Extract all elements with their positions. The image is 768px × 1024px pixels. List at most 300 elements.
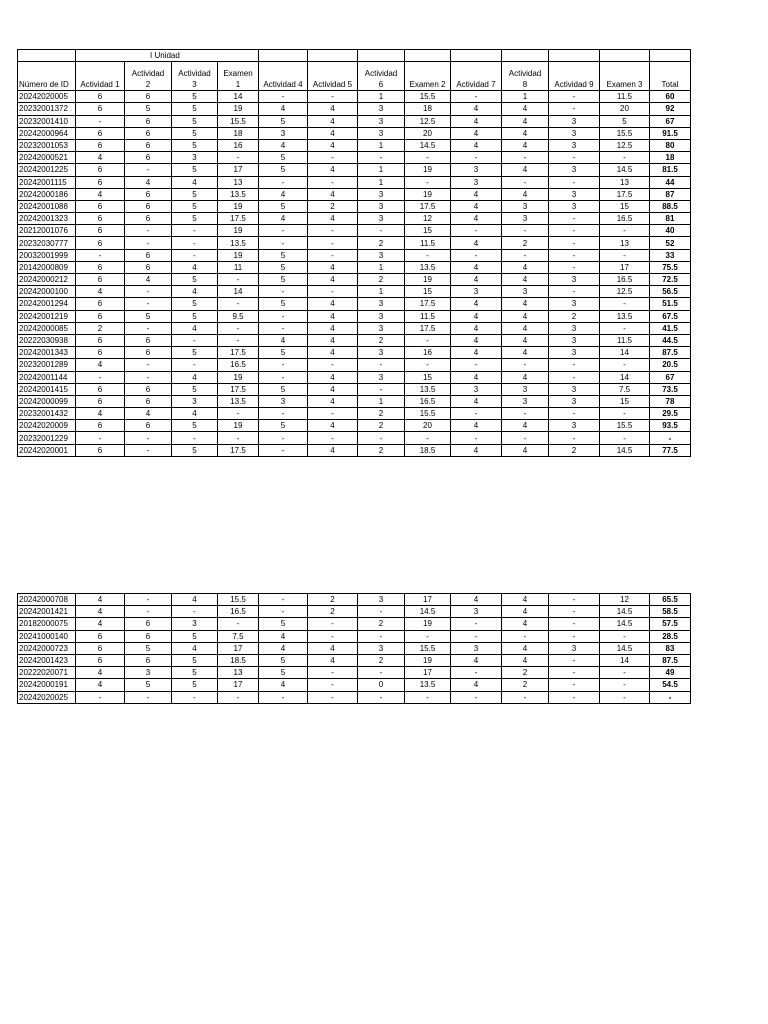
grade-cell: 14 [600,654,650,666]
grade-cell: 4 [308,654,358,666]
table-row [18,618,691,630]
grade-cell: 6 [125,200,172,212]
grade-cell: 17.5 [218,347,259,359]
grade-cell: 14.5 [600,618,650,630]
grade-cell: - [451,432,502,444]
column-header [451,62,502,91]
grade-cell: 12.5 [600,286,650,298]
grade-cell: - [218,432,259,444]
grade-cell: 3 [451,286,502,298]
grade-cell: - [125,371,172,383]
grade-cell: - [600,359,650,371]
grade-cell: 4 [502,654,549,666]
grade-cell: 20 [405,127,451,139]
total-cell: 44 [650,176,691,188]
grade-cell: 4 [451,261,502,273]
grade-cell: - [405,152,451,164]
grade-cell: - [405,359,451,371]
column-header-text: Actividad 1 [80,80,120,90]
grade-cell: 2 [502,237,549,249]
grade-cell: 1 [358,261,405,273]
grade-cell: 2 [308,594,358,606]
grade-cell: 14.5 [600,444,650,456]
student-id-cell: 20242000723 [18,642,76,654]
grade-cell: 6 [125,152,172,164]
grade-cell: - [218,691,259,703]
grade-cell: - [549,606,600,618]
grade-cell: 3 [358,249,405,261]
grade-cell: 4 [172,261,218,273]
student-id-cell: 20242000212 [18,274,76,286]
student-id-cell: 20242001115 [18,176,76,188]
grade-cell: 3 [549,127,600,139]
grade-cell: 19 [218,371,259,383]
table-row [18,91,691,103]
student-id-cell: 20242000186 [18,188,76,200]
table-row [18,274,691,286]
grade-cell: - [259,310,308,322]
table-row [18,359,691,371]
grade-cell: 6 [125,395,172,407]
grade-cell: 5 [259,115,308,127]
grade-cell: 7.5 [218,630,259,642]
grade-cell: - [125,444,172,456]
total-cell: 41.5 [650,322,691,334]
grade-cell: 4 [451,213,502,225]
grade-cell: - [218,618,259,630]
grade-cell: - [308,691,358,703]
grade-cell: - [451,91,502,103]
grade-cell: 6 [76,310,125,322]
grade-cell: - [358,359,405,371]
grade-cell: 3 [358,298,405,310]
grade-cell: 4 [502,139,549,151]
student-id-cell: 20232001432 [18,408,76,420]
total-cell: 80 [650,139,691,151]
grade-cell: - [502,359,549,371]
grade-cell: 3 [451,642,502,654]
grade-cell: - [308,152,358,164]
grade-cell: 6 [125,115,172,127]
grade-cell: - [308,359,358,371]
grades-table-top [17,49,691,457]
grade-cell: 3 [358,594,405,606]
grade-cell: - [308,408,358,420]
grade-cell: - [76,432,125,444]
grade-cell: - [600,225,650,237]
table-row [18,139,691,151]
table-row [18,642,691,654]
grade-cell: - [308,237,358,249]
grade-cell: 6 [76,164,125,176]
grade-cell: 3 [549,164,600,176]
grade-cell: 3 [549,115,600,127]
grade-cell: - [451,618,502,630]
grade-cell: 3 [451,383,502,395]
grade-cell: - [600,322,650,334]
grade-cell: 2 [358,654,405,666]
empty-cell [358,50,405,62]
grade-cell: - [125,237,172,249]
grade-cell: 4 [172,371,218,383]
grade-cell: 3 [358,188,405,200]
grade-cell: 17 [218,679,259,691]
grades-table-bottom [17,593,691,704]
grade-cell: 4 [502,127,549,139]
grade-cell: 18.5 [405,444,451,456]
total-cell: 77.5 [650,444,691,456]
grade-cell: - [218,322,259,334]
grade-cell: 19 [218,225,259,237]
column-header [218,62,259,91]
grade-cell: 4 [451,139,502,151]
grade-cell: 4 [451,188,502,200]
column-header [600,62,650,91]
grade-cell: 5 [172,298,218,310]
grade-cell: 5 [125,642,172,654]
grade-cell: - [405,249,451,261]
grade-cell: 6 [125,654,172,666]
grade-cell: 3 [358,347,405,359]
total-cell: 91.5 [650,127,691,139]
grade-cell: 13 [600,237,650,249]
total-cell: 93.5 [650,420,691,432]
grade-cell: 4 [125,408,172,420]
student-id-cell: 20232001372 [18,103,76,115]
student-id-cell: 20232001229 [18,432,76,444]
grade-cell: - [259,91,308,103]
grade-cell: 5 [172,188,218,200]
grade-cell: - [259,691,308,703]
grade-cell: - [172,359,218,371]
grade-cell: 3 [549,395,600,407]
grade-cell: 3 [358,322,405,334]
grade-cell: - [172,225,218,237]
total-cell: 51.5 [650,298,691,310]
grade-cell: 4 [308,127,358,139]
grade-cell: 15.5 [405,642,451,654]
grade-cell: 4 [502,261,549,273]
grade-cell: 0 [358,679,405,691]
grade-cell: 19 [218,103,259,115]
grade-cell: 3 [358,310,405,322]
grade-cell: 17.5 [600,188,650,200]
grade-cell: - [549,103,600,115]
grade-cell: 1 [358,286,405,298]
grade-cell: - [76,691,125,703]
grade-cell: 4 [502,444,549,456]
grade-cell: - [218,274,259,286]
grade-cell: 6 [125,618,172,630]
grade-cell: 6 [76,91,125,103]
grade-cell: 17.5 [405,200,451,212]
grade-cell: - [76,249,125,261]
grade-cell: - [451,359,502,371]
grade-cell: 6 [76,103,125,115]
grade-cell: - [358,432,405,444]
grade-cell: - [600,630,650,642]
grade-cell: 3 [259,127,308,139]
student-id-cell: 20242020005 [18,91,76,103]
grade-cell: 3 [358,103,405,115]
column-header-text: Actividad [364,69,398,79]
table-row [18,237,691,249]
table-row [18,286,691,298]
grade-cell: 3 [451,606,502,618]
student-id-cell: 20232001289 [18,359,76,371]
grade-cell: 2 [358,420,405,432]
student-id-cell: 20242000099 [18,395,76,407]
grade-cell: - [358,667,405,679]
student-id-cell: 20242001323 [18,213,76,225]
grade-cell: - [600,152,650,164]
total-cell: 28.5 [650,630,691,642]
grade-cell: 15.5 [218,594,259,606]
grade-cell: 1 [358,139,405,151]
grade-cell: 4 [308,444,358,456]
grade-cell: 11 [218,261,259,273]
grade-cell: 6 [76,127,125,139]
grade-cell: - [549,667,600,679]
grade-cell: 6 [76,176,125,188]
grade-cell: - [502,176,549,188]
grade-cell: - [502,249,549,261]
total-cell: 44.5 [650,334,691,346]
table-row [18,115,691,127]
grade-cell: 15.5 [600,420,650,432]
grade-cell: 4 [308,371,358,383]
grade-cell: - [259,237,308,249]
grade-cell: - [358,225,405,237]
grade-cell: 4 [451,322,502,334]
table-row [18,334,691,346]
grade-cell: 4 [502,594,549,606]
student-id-cell: 20242020025 [18,691,76,703]
grade-cell: 4 [308,164,358,176]
grade-cell: 4 [451,347,502,359]
grade-cell: 20 [600,103,650,115]
grade-cell: 4 [502,310,549,322]
grade-cell: - [259,408,308,420]
grade-cell: 6 [76,654,125,666]
grade-cell: 15 [600,200,650,212]
grade-cell: 17 [600,261,650,273]
table-row [18,383,691,395]
grade-cell: 4 [451,371,502,383]
grade-cell: 2 [308,200,358,212]
total-cell: 60 [650,91,691,103]
grade-cell: - [218,152,259,164]
grade-cell: 4 [502,274,549,286]
grade-cell: 4 [76,618,125,630]
grade-cell: 5 [259,347,308,359]
grade-cell: - [451,667,502,679]
grade-cell: 2 [358,408,405,420]
grade-cell: 6 [76,200,125,212]
grade-cell: 2 [358,444,405,456]
grade-cell: 13.5 [218,237,259,249]
empty-cell [549,50,600,62]
grade-cell: 19 [218,249,259,261]
grade-cell: 5 [259,420,308,432]
total-cell: 57.5 [650,618,691,630]
grade-cell: 16 [218,139,259,151]
grade-cell: 4 [76,667,125,679]
grade-cell: - [259,359,308,371]
grade-cell: 4 [76,679,125,691]
grade-cell: - [308,618,358,630]
grade-cell: - [451,691,502,703]
grade-cell: 6 [125,91,172,103]
grade-cell: 15.5 [405,91,451,103]
student-id-cell: 20242020009 [18,420,76,432]
grade-cell: 17.5 [218,383,259,395]
grade-cell: 17.5 [405,298,451,310]
grade-cell: 4 [76,594,125,606]
grade-cell: 14.5 [600,642,650,654]
grade-cell: - [502,691,549,703]
total-cell: 67.5 [650,310,691,322]
grade-cell: - [125,594,172,606]
grade-cell: 5 [172,420,218,432]
column-header-text: Actividad [178,69,211,79]
grade-cell: 5 [259,200,308,212]
grade-cell: - [405,630,451,642]
grade-cell: 6 [76,347,125,359]
column-header-text: Número de ID [19,80,69,90]
grade-cell: 4 [125,274,172,286]
grade-cell: 4 [308,334,358,346]
grade-cell: - [600,667,650,679]
student-id-cell: 20242000085 [18,322,76,334]
grade-cell: - [549,286,600,298]
grade-cell: 4 [451,420,502,432]
grade-cell: 3 [502,200,549,212]
table-row [18,654,691,666]
grade-cell: 5 [172,164,218,176]
grade-cell: - [308,176,358,188]
grade-cell: 16.5 [218,359,259,371]
grade-cell: 14 [600,371,650,383]
total-cell: 54.5 [650,679,691,691]
grade-cell: - [549,91,600,103]
grade-cell: 2 [76,322,125,334]
total-cell: 87 [650,188,691,200]
grade-cell: 5 [172,310,218,322]
total-cell: 29.5 [650,408,691,420]
grade-cell: 4 [502,164,549,176]
total-cell: 20.5 [650,359,691,371]
grade-cell: 4 [172,286,218,298]
grade-cell: 4 [502,642,549,654]
grade-cell: - [600,408,650,420]
table-row [18,444,691,456]
grade-cell: - [125,432,172,444]
grade-cell: 5 [259,261,308,273]
grade-cell: 12.5 [600,139,650,151]
grade-cell: 4 [259,642,308,654]
grade-cell: 4 [308,420,358,432]
grade-cell: - [502,408,549,420]
grade-cell: 3 [172,152,218,164]
grade-cell: 16.5 [600,213,650,225]
grade-cell: 5 [172,139,218,151]
grade-cell: 15.5 [218,115,259,127]
grade-cell: - [125,225,172,237]
grade-cell: 19 [405,164,451,176]
grade-cell: 6 [76,298,125,310]
grade-cell: 3 [451,164,502,176]
grade-cell: 4 [502,298,549,310]
grade-cell: - [502,225,549,237]
grade-cell: - [308,630,358,642]
grade-cell: - [259,432,308,444]
grade-cell: 3 [358,371,405,383]
column-header-text: 3 [192,80,197,90]
grade-cell: 4 [451,594,502,606]
student-id-cell: 20242001415 [18,383,76,395]
grade-cell: 1 [358,91,405,103]
column-header-text: Actividad [131,69,165,79]
total-cell: 65.5 [650,594,691,606]
grade-cell: 9.5 [218,310,259,322]
grade-cell: - [259,444,308,456]
student-id-cell: 20242000708 [18,594,76,606]
grade-cell: 5 [172,213,218,225]
empty-cell [405,50,451,62]
table-row [18,371,691,383]
column-header-text: Total [661,80,679,90]
grade-cell: 19 [218,420,259,432]
empty-cell [502,50,549,62]
grade-cell: - [502,630,549,642]
grade-cell: 2 [502,679,549,691]
grade-cell: 14.5 [600,606,650,618]
grade-cell: 15 [405,225,451,237]
grade-cell: 6 [76,334,125,346]
grade-cell: 5 [259,152,308,164]
grade-cell: 3 [451,176,502,188]
grade-cell: 6 [76,237,125,249]
grade-cell: 4 [451,395,502,407]
grade-cell: 4 [259,334,308,346]
grade-cell: - [549,176,600,188]
grade-cell: 4 [172,594,218,606]
grade-cell: 6 [125,188,172,200]
grade-cell: 4 [451,444,502,456]
table-row [18,322,691,334]
grade-cell: - [549,618,600,630]
grade-cell: 11.5 [405,310,451,322]
grade-cell: 5 [172,127,218,139]
grade-cell: 4 [76,188,125,200]
grade-cell: 13 [218,667,259,679]
total-cell: 67 [650,371,691,383]
column-header [308,62,358,91]
grade-cell: - [259,594,308,606]
student-id-cell: 20222030938 [18,334,76,346]
grade-cell: 2 [308,606,358,618]
grade-cell: - [502,152,549,164]
grade-cell: 6 [125,630,172,642]
total-cell: 87.5 [650,347,691,359]
table-row [18,127,691,139]
grade-cell: - [549,371,600,383]
grade-cell: - [405,432,451,444]
total-cell: 92 [650,103,691,115]
grade-cell: 4 [308,188,358,200]
grade-cell: - [308,432,358,444]
